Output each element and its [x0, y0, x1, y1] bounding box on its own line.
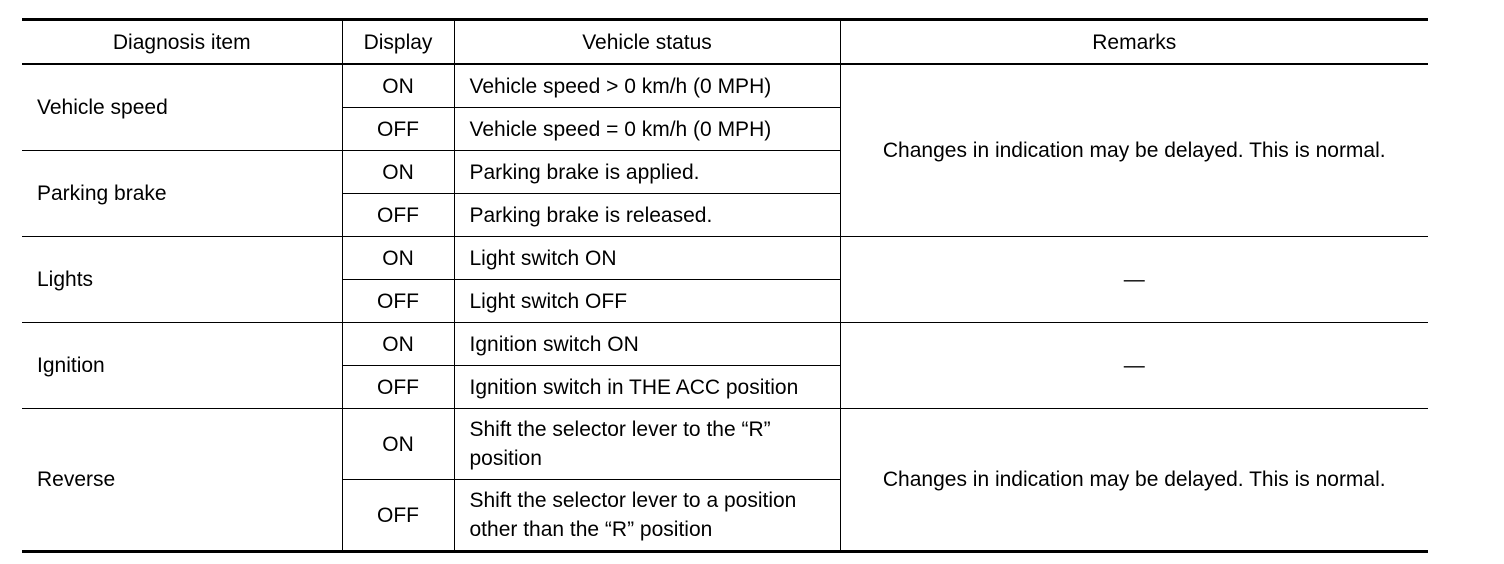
vehicle-status-cell: Light switch ON: [454, 237, 840, 280]
display-cell: OFF: [342, 194, 454, 237]
display-cell: OFF: [342, 366, 454, 409]
remarks-lights: —: [840, 237, 1428, 323]
vehicle-status-cell: Light switch OFF: [454, 280, 840, 323]
vehicle-status-cell: Ignition switch in THE ACC position: [454, 366, 840, 409]
diagnosis-item-reverse: Reverse: [22, 409, 342, 552]
header-display: Display: [342, 20, 454, 65]
diagnosis-table: [22, 18, 1428, 553]
display-cell: ON: [342, 237, 454, 280]
diagnosis-item-vehicle-speed: Vehicle speed: [22, 64, 342, 151]
display-cell: OFF: [342, 480, 454, 552]
diagnosis-item-parking-brake: Parking brake: [22, 151, 342, 237]
display-cell: ON: [342, 151, 454, 194]
display-cell: ON: [342, 64, 454, 108]
remarks-reverse: Changes in indication may be delayed. This is normal.: [840, 409, 1428, 552]
vehicle-status-cell: Vehicle speed > 0 km/h (0 MPH): [454, 64, 840, 108]
header-diagnosis-item: Diagnosis item: [22, 20, 342, 65]
table-row: [22, 323, 1428, 366]
remarks-ignition: —: [840, 323, 1428, 409]
vehicle-status-cell: Ignition switch ON: [454, 323, 840, 366]
display-cell: ON: [342, 409, 454, 480]
vehicle-status-cell: Shift the selector lever to the “R” position: [454, 409, 840, 480]
remarks-speed-parking: Changes in indication may be delayed. This is normal.: [840, 64, 1428, 237]
diagnosis-item-ignition: Ignition: [22, 323, 342, 409]
header-remarks: Remarks: [840, 20, 1428, 65]
display-cell: OFF: [342, 280, 454, 323]
vehicle-status-cell: Parking brake is released.: [454, 194, 840, 237]
vehicle-status-cell: Parking brake is applied.: [454, 151, 840, 194]
display-cell: OFF: [342, 108, 454, 151]
diagnosis-item-lights: Lights: [22, 237, 342, 323]
header-vehicle-status: Vehicle status: [454, 20, 840, 65]
display-cell: ON: [342, 323, 454, 366]
vehicle-status-cell: Vehicle speed = 0 km/h (0 MPH): [454, 108, 840, 151]
vehicle-status-cell: Shift the selector lever to a position other than the “R” position: [454, 480, 840, 552]
table-row: [22, 409, 1428, 480]
table-row: [22, 64, 1428, 108]
table-row: [22, 237, 1428, 280]
header-row: [22, 20, 1428, 65]
